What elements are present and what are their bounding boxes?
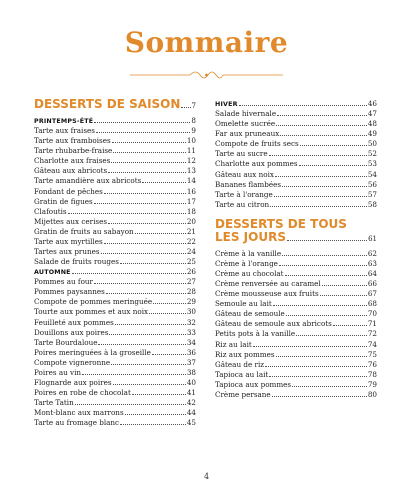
section-heading[interactable]: DESSERTS DE TOUS LES JOURS 61 bbox=[215, 216, 377, 244]
entry-page-number: 25 bbox=[186, 257, 196, 267]
leader-dots bbox=[132, 387, 186, 395]
leader-dots bbox=[82, 367, 186, 375]
entry-label: Petits pots à la vanille bbox=[215, 329, 296, 339]
leader-dots bbox=[94, 276, 186, 284]
entry-page-number: 9 bbox=[191, 126, 196, 136]
entry-page-number: 28 bbox=[186, 287, 196, 297]
entry-label: Tarte amandière aux abricots bbox=[34, 176, 142, 186]
entry-label: Compote de fruits secs bbox=[215, 139, 299, 149]
leader-dots bbox=[277, 108, 367, 116]
entry-page-number: 41 bbox=[186, 388, 196, 398]
entry-page-number: 58 bbox=[367, 199, 377, 209]
page-number: 4 bbox=[203, 472, 210, 481]
entry-label: Crème à la vanille bbox=[215, 248, 282, 258]
toc-entry[interactable] bbox=[34, 306, 196, 316]
leader-dots bbox=[96, 125, 190, 133]
leader-dots bbox=[286, 308, 367, 316]
toc-entry[interactable] bbox=[34, 165, 196, 175]
entry-page-number: 67 bbox=[367, 289, 377, 299]
toc-entry[interactable] bbox=[34, 387, 196, 397]
entry-page-number: 22 bbox=[186, 236, 196, 246]
entry-page-number: 76 bbox=[367, 359, 377, 369]
entry-label: Compote vigneronne bbox=[34, 357, 111, 367]
entry-page-number: 17 bbox=[186, 196, 196, 206]
entry-label: Omelette sucrée bbox=[215, 119, 276, 129]
entry-label: Far aux pruneaux bbox=[215, 129, 280, 139]
entry-page-number: 21 bbox=[186, 226, 196, 236]
toc-entry[interactable] bbox=[34, 196, 196, 206]
entry-page-number: 13 bbox=[186, 166, 196, 176]
leader-dots bbox=[272, 389, 367, 397]
entry-page-number: 74 bbox=[367, 339, 377, 349]
toc-entry[interactable] bbox=[34, 256, 196, 266]
entry-page-number: 52 bbox=[367, 149, 377, 159]
toc-subsection[interactable] bbox=[34, 115, 196, 125]
leader-dots bbox=[320, 288, 367, 296]
toc-entry[interactable] bbox=[215, 369, 377, 379]
leader-dots bbox=[113, 145, 186, 153]
toc-entry[interactable] bbox=[34, 226, 196, 236]
entry-page-number: 48 bbox=[367, 119, 377, 129]
entry-page-number: 44 bbox=[186, 408, 196, 418]
entry-label: Gâteau aux abricots bbox=[34, 166, 108, 176]
entry-page-number: 78 bbox=[367, 369, 377, 379]
leader-dots bbox=[276, 349, 367, 357]
entry-page-number: 42 bbox=[186, 398, 196, 408]
leader-dots bbox=[181, 98, 190, 108]
toc-entry[interactable] bbox=[34, 357, 196, 367]
leader-dots bbox=[270, 199, 367, 207]
leader-dots bbox=[108, 165, 186, 173]
entry-label: Tarte Bourdaloue bbox=[34, 337, 98, 347]
entry-label: Pommes paysannes bbox=[34, 287, 105, 297]
entry-page-number: 30 bbox=[186, 307, 196, 317]
entry-label: Tarte au fromage blanc bbox=[34, 418, 120, 428]
leader-dots bbox=[104, 236, 186, 244]
leader-dots bbox=[300, 138, 367, 146]
entry-label: Gâteau aux noix bbox=[215, 169, 274, 179]
entry-page-number: 56 bbox=[367, 179, 377, 189]
entry-page-number: 53 bbox=[367, 159, 377, 169]
entry-label: Riz au lait bbox=[215, 339, 252, 349]
entry-label: Charlotte aux pommes bbox=[215, 159, 298, 169]
toc-entry[interactable] bbox=[34, 155, 196, 165]
entry-label: Tartes aux prunes bbox=[34, 247, 100, 257]
entry-label: Gâteau de semoule aux abricots bbox=[215, 319, 332, 329]
entry-label: Tarte au citron bbox=[215, 199, 270, 209]
leader-dots bbox=[135, 226, 186, 234]
entry-page-number: 38 bbox=[186, 367, 196, 377]
entry-page-number: 54 bbox=[367, 169, 377, 179]
leader-dots bbox=[292, 379, 367, 387]
entry-label: Poires en robe de chocolat bbox=[34, 388, 131, 398]
leader-dots bbox=[296, 328, 367, 336]
entry-label: Gâteau de semoule bbox=[215, 309, 285, 319]
entry-label: Crème à l'orange bbox=[215, 258, 278, 268]
leader-dots bbox=[111, 357, 186, 365]
toc-entry[interactable] bbox=[215, 359, 377, 369]
leader-dots bbox=[282, 179, 367, 187]
leader-dots bbox=[112, 135, 186, 143]
entry-label: Poires meringuées à la groseille bbox=[34, 347, 151, 357]
entry-page-number: 75 bbox=[367, 349, 377, 359]
toc-entry[interactable] bbox=[34, 276, 196, 286]
toc-entry[interactable] bbox=[34, 135, 196, 145]
leader-dots bbox=[253, 339, 367, 347]
entry-label: Clafoutis bbox=[34, 206, 67, 216]
entry-page-number: 29 bbox=[186, 297, 196, 307]
toc-entry[interactable] bbox=[34, 216, 196, 226]
leader-dots bbox=[279, 258, 367, 266]
toc-entry[interactable] bbox=[215, 298, 377, 308]
entry-label: Crème renversée au caramel bbox=[215, 279, 321, 289]
entry-page-number: 68 bbox=[367, 299, 377, 309]
entry-page-number: 57 bbox=[367, 189, 377, 199]
toc-entry[interactable] bbox=[215, 278, 377, 288]
entry-page-number: 70 bbox=[367, 309, 377, 319]
toc-entry[interactable] bbox=[34, 286, 196, 296]
entry-label: Flognarde aux poires bbox=[34, 378, 112, 388]
entry-label: Tarte à l'orange bbox=[215, 189, 273, 199]
entry-page-number: 47 bbox=[367, 109, 377, 119]
leader-dots bbox=[125, 407, 186, 415]
entry-page-number: 62 bbox=[367, 248, 377, 258]
leader-dots bbox=[120, 417, 186, 425]
entry-page-number: 80 bbox=[367, 389, 377, 399]
toc-entry[interactable] bbox=[34, 175, 196, 185]
toc-right-column bbox=[215, 98, 377, 399]
toc-entry[interactable] bbox=[34, 417, 196, 427]
toc-entry[interactable] bbox=[215, 349, 377, 359]
entry-label: Semoule au lait bbox=[215, 299, 272, 309]
leader-dots bbox=[149, 306, 186, 314]
entry-page-number: 24 bbox=[186, 247, 196, 257]
leader-dots bbox=[101, 246, 186, 254]
toc-entry[interactable] bbox=[215, 199, 377, 209]
entry-page-number: 36 bbox=[186, 347, 196, 357]
entry-page-number: 45 bbox=[186, 418, 196, 428]
entry-label: Riz aux pommes bbox=[215, 349, 275, 359]
toc-entry[interactable] bbox=[215, 339, 377, 349]
toc-entry[interactable] bbox=[215, 248, 377, 258]
entry-page-number: 27 bbox=[186, 277, 196, 287]
entry-label: Douillons aux poires bbox=[34, 327, 109, 337]
leader-dots bbox=[285, 268, 367, 276]
leader-dots bbox=[94, 115, 190, 123]
toc-entry[interactable] bbox=[215, 328, 377, 338]
leader-dots bbox=[269, 148, 367, 156]
toc-entry[interactable] bbox=[215, 138, 377, 148]
entry-label: Tarte rhubarbe-fraise bbox=[34, 146, 113, 156]
toc-entry[interactable] bbox=[215, 169, 377, 179]
entry-page-number: 8 bbox=[191, 116, 196, 125]
toc-entry[interactable] bbox=[34, 337, 196, 347]
toc-entry[interactable] bbox=[34, 145, 196, 155]
entry-page-number: 34 bbox=[186, 337, 196, 347]
toc-entry[interactable] bbox=[34, 317, 196, 327]
page-title: Sommaire bbox=[124, 26, 289, 59]
toc-entry[interactable] bbox=[215, 318, 377, 328]
entry-page-number: 16 bbox=[186, 186, 196, 196]
subsection-label: HIVER bbox=[215, 101, 238, 108]
toc-entry[interactable] bbox=[215, 118, 377, 128]
section-heading[interactable]: DESSERTS DE SAISON 7 bbox=[34, 97, 196, 111]
leader-dots bbox=[299, 158, 367, 166]
leader-dots bbox=[239, 98, 367, 106]
entry-page-number: 46 bbox=[367, 99, 377, 108]
toc-entry[interactable] bbox=[34, 186, 196, 196]
entry-label: Tarte aux fraises bbox=[34, 126, 95, 136]
entry-label: Tarte aux framboises bbox=[34, 136, 111, 146]
leader-dots bbox=[106, 286, 186, 294]
leader-dots bbox=[276, 118, 367, 126]
toc-entry[interactable] bbox=[34, 397, 196, 407]
entry-page-number: 11 bbox=[186, 146, 196, 156]
toc-entry[interactable] bbox=[34, 246, 196, 256]
leader-dots bbox=[142, 175, 186, 183]
leader-dots bbox=[275, 169, 367, 177]
entry-page-number: 66 bbox=[367, 279, 377, 289]
toc-entry[interactable] bbox=[34, 236, 196, 246]
ornament-divider-icon bbox=[130, 69, 283, 81]
leader-dots bbox=[274, 189, 367, 197]
entry-label: Bananes flambées bbox=[215, 179, 282, 189]
entry-page-number: 49 bbox=[367, 129, 377, 139]
entry-page-number: 18 bbox=[186, 206, 196, 216]
entry-label: Tapioca au lait bbox=[215, 369, 269, 379]
leader-dots bbox=[109, 327, 185, 335]
subsection-label: PRINTEMPS-ÉTÉ bbox=[34, 118, 94, 125]
leader-dots bbox=[322, 278, 367, 286]
entry-page-number: 26 bbox=[186, 267, 196, 277]
leader-dots bbox=[115, 317, 186, 325]
entry-label: Salade de fruits rouges bbox=[34, 257, 119, 267]
entry-page-number: 10 bbox=[186, 136, 196, 146]
toc-entry[interactable] bbox=[215, 148, 377, 158]
entry-label: Tarte Tatin bbox=[34, 398, 74, 408]
toc-entry[interactable] bbox=[215, 108, 377, 118]
entry-label: Mont-blanc aux marrons bbox=[34, 408, 124, 418]
toc-entry[interactable] bbox=[34, 125, 196, 135]
entry-label: Tarte au sucre bbox=[215, 149, 268, 159]
entry-label: Mijettes aux cerises bbox=[34, 216, 108, 226]
toc-entry[interactable] bbox=[34, 296, 196, 306]
entry-label: Tarte aux myrtilles bbox=[34, 236, 103, 246]
toc-entry[interactable] bbox=[215, 258, 377, 268]
entry-label: Crème mousseuse aux fruits bbox=[215, 289, 319, 299]
leader-dots bbox=[94, 196, 186, 204]
entry-page-number: 64 bbox=[367, 269, 377, 279]
entry-label: Tourte aux pommes et aux noix bbox=[34, 307, 149, 317]
entry-page-number: 37 bbox=[186, 357, 196, 367]
entry-label: Feuilleté aux pommes bbox=[34, 317, 114, 327]
entry-page-number: 14 bbox=[186, 176, 196, 186]
leader-dots bbox=[104, 186, 186, 194]
leader-dots bbox=[269, 369, 367, 377]
toc-entry[interactable] bbox=[34, 347, 196, 357]
toc-entry[interactable] bbox=[215, 389, 377, 399]
leader-dots bbox=[280, 128, 367, 136]
entry-page-number: 79 bbox=[367, 379, 377, 389]
leader-dots bbox=[72, 266, 186, 274]
entry-page-number: 63 bbox=[367, 258, 377, 268]
leader-dots bbox=[152, 347, 186, 355]
entry-label: Compote de pommes meringuée bbox=[34, 297, 153, 307]
toc-entry[interactable] bbox=[34, 407, 196, 417]
leader-dots bbox=[75, 397, 186, 405]
leader-dots bbox=[120, 256, 186, 264]
toc-entry[interactable] bbox=[215, 158, 377, 168]
toc-entry[interactable] bbox=[215, 179, 377, 189]
entry-page-number: 50 bbox=[367, 139, 377, 149]
toc-left-column bbox=[34, 98, 196, 427]
toc-subsection[interactable] bbox=[215, 98, 377, 108]
leader-dots bbox=[98, 337, 185, 345]
leader-dots bbox=[153, 296, 186, 304]
leader-dots bbox=[108, 216, 186, 224]
entry-label: Charlotte aux fraises bbox=[34, 156, 111, 166]
entry-label: Gâteau de riz bbox=[215, 359, 265, 369]
toc-entry[interactable] bbox=[215, 288, 377, 298]
toc-entry[interactable] bbox=[34, 367, 196, 377]
entry-page-number: 20 bbox=[186, 216, 196, 226]
toc-entry[interactable] bbox=[215, 128, 377, 138]
toc-entry[interactable] bbox=[34, 327, 196, 337]
toc-entry[interactable] bbox=[215, 379, 377, 389]
entry-label: Fondant de pêches bbox=[34, 186, 103, 196]
entry-label: Tapioca aux pommes bbox=[215, 379, 292, 389]
leader-dots bbox=[287, 231, 367, 241]
leader-dots bbox=[265, 359, 367, 367]
toc-subsection[interactable] bbox=[34, 266, 196, 276]
leader-dots bbox=[333, 318, 367, 326]
entry-label: Salade hivernale bbox=[215, 109, 277, 119]
toc-entry[interactable] bbox=[215, 308, 377, 318]
entry-page-number: 72 bbox=[367, 329, 377, 339]
leader-dots bbox=[113, 377, 186, 385]
leader-dots bbox=[111, 155, 185, 163]
entry-label: Poires au vin bbox=[34, 367, 82, 377]
entry-page-number: 32 bbox=[186, 317, 196, 327]
entry-page-number: 40 bbox=[186, 378, 196, 388]
entry-page-number: 71 bbox=[367, 319, 377, 329]
entry-page-number: 33 bbox=[186, 327, 196, 337]
entry-label: Crème au chocolat bbox=[215, 269, 284, 279]
entry-label: Gratin de fruits au sabayon bbox=[34, 226, 134, 236]
toc-entry[interactable] bbox=[34, 206, 196, 216]
entry-label: Pommes au four bbox=[34, 277, 93, 287]
entry-label: Crème persane bbox=[215, 389, 271, 399]
toc-entry[interactable] bbox=[215, 189, 377, 199]
toc-entry[interactable] bbox=[34, 377, 196, 387]
leader-dots bbox=[273, 298, 367, 306]
entry-page-number: 12 bbox=[186, 156, 196, 166]
toc-entry[interactable] bbox=[215, 268, 377, 278]
leader-dots bbox=[282, 248, 367, 256]
subsection-label: AUTOMNE bbox=[34, 269, 71, 277]
entry-label: Gratin de figues bbox=[34, 196, 93, 206]
leader-dots bbox=[68, 206, 186, 214]
